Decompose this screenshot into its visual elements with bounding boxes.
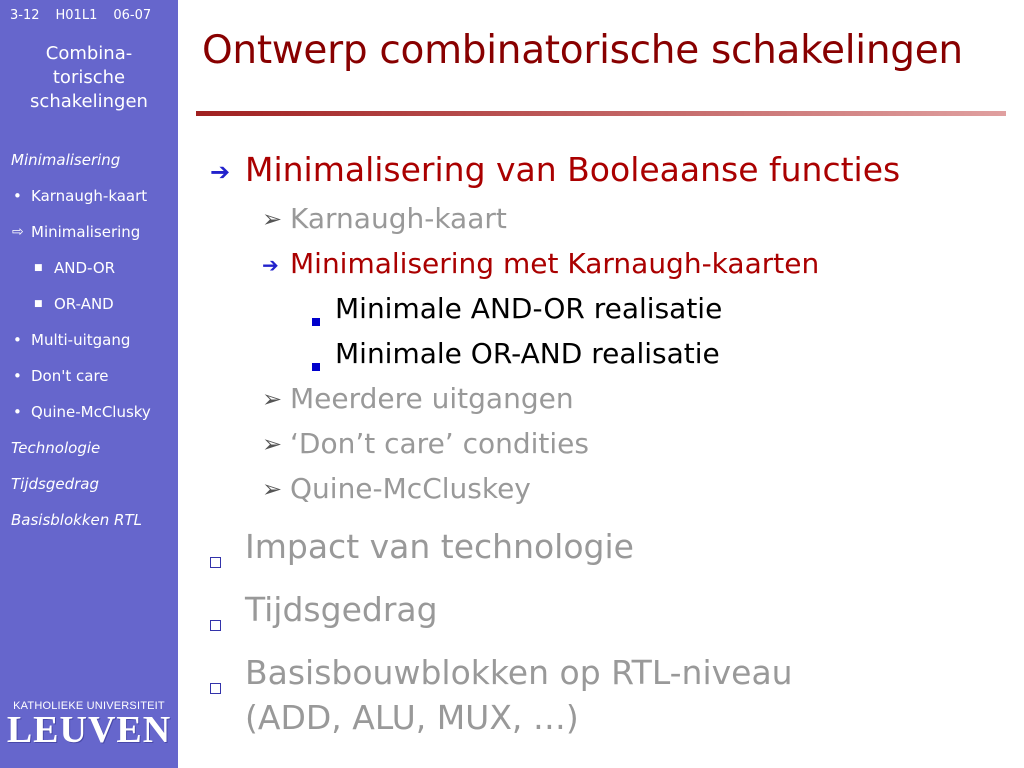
sidebar-nav-label: Minimalisering	[31, 223, 141, 241]
bullet-icon: •	[13, 367, 22, 385]
bullet-icon: •	[13, 331, 22, 349]
sidebar-nav-label: Basisblokken RTL	[11, 511, 142, 529]
sidebar-title-line: torische	[52, 67, 126, 88]
slide-number: 3-12	[10, 8, 40, 23]
sidebar-title-line: Combina-	[45, 43, 133, 64]
bullet-text: Minimale OR-AND realisatie	[335, 337, 720, 370]
chevron-right-icon: ➢	[262, 430, 283, 458]
arrow-right-icon: ➔	[210, 158, 231, 186]
sidebar-nav-label: Quine-McClusky	[31, 403, 151, 421]
checkbox-bullet-icon	[210, 663, 221, 702]
bullet-icon: •	[13, 187, 22, 205]
university-name: KATHOLIEKE UNIVERSITEIT	[13, 700, 165, 712]
slide-title: Ontwerp combinatorische schakelingen	[202, 28, 963, 73]
chevron-right-icon: ➢	[262, 205, 283, 233]
square-bullet-icon: ■	[34, 299, 43, 309]
sidebar-nav-label: Don't care	[31, 367, 109, 385]
bullet-text: Karnaugh-kaart	[290, 202, 507, 235]
arrow-right-icon: ➔	[262, 253, 279, 277]
course-code: H01L1	[55, 8, 98, 23]
bullet-text: Quine-McCluskey	[290, 472, 531, 505]
sidebar-nav-label: Minimalisering	[11, 151, 121, 169]
bullet-text: Basisbouwblokken op RTL-niveau	[245, 653, 793, 692]
checkbox-bullet-icon	[210, 537, 221, 576]
arrow-icon: ⇨	[12, 224, 24, 240]
bullet-text: Minimalisering met Karnaugh-kaarten	[290, 247, 820, 280]
bullet-text: ‘Don’t care’ condities	[290, 427, 589, 460]
sidebar-title-line: schakelingen	[30, 91, 148, 112]
checkbox-bullet-icon	[210, 600, 221, 639]
leuven-logo: LEUVEN	[6, 709, 172, 751]
sidebar-nav-label: Technologie	[11, 439, 101, 457]
bullet-text: (ADD, ALU, MUX, …)	[245, 698, 579, 737]
bullet-text: Impact van technologie	[245, 527, 634, 566]
square-bullet-icon: ■	[34, 263, 43, 273]
bullet-text: Minimalisering van Booleaanse functies	[245, 150, 901, 189]
square-bullet-icon	[312, 345, 320, 378]
bullet-text: Tijdsgedrag	[245, 590, 438, 629]
bullet-icon: •	[13, 403, 22, 421]
bullet-text: Meerdere uitgangen	[290, 382, 574, 415]
bullet-text: Minimale AND-OR realisatie	[335, 292, 723, 325]
sidebar-nav-label: Karnaugh-kaart	[31, 187, 148, 205]
sidebar-nav-label: AND-OR	[54, 259, 116, 277]
sidebar-nav-label: Tijdsgedrag	[11, 475, 99, 493]
academic-year: 06-07	[113, 8, 152, 23]
sidebar-nav-label: Multi-uitgang	[31, 331, 131, 349]
chevron-right-icon: ➢	[262, 475, 283, 503]
chevron-right-icon: ➢	[262, 385, 283, 413]
square-bullet-icon	[312, 300, 320, 333]
sidebar-nav-label: OR-AND	[54, 295, 114, 313]
